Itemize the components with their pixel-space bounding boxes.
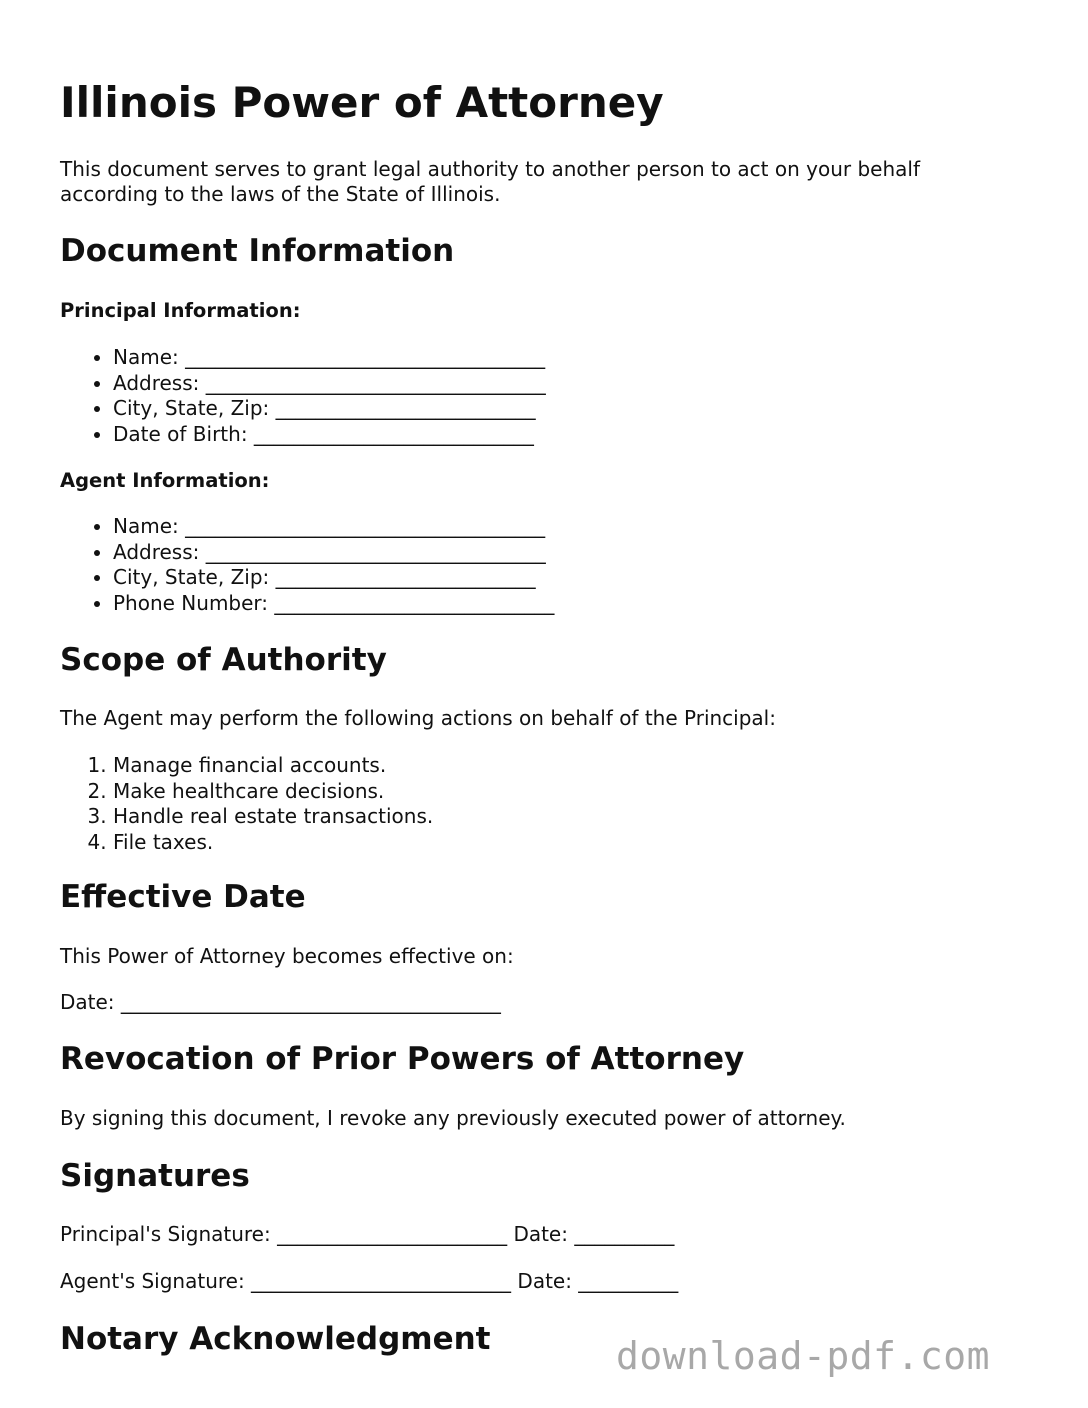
principal-address-field: • Address: __________________________________ [113, 371, 546, 397]
effective-date-field: Date: ______________________________________ [60, 990, 501, 1014]
revocation-text: By signing this document, I revoke any previously executed power of attorney. [60, 1106, 846, 1130]
authority-action-item: 2. Make healthcare decisions. [113, 779, 433, 805]
effective-date-text: This Power of Attorney becomes effective on: [60, 944, 514, 968]
principal-name-field: • Name: ____________________________________ [113, 345, 546, 371]
principal-city-state-zip-field: • City, State, Zip: __________________________ [113, 396, 546, 422]
scope-intro-text: The Agent may perform the following actions on behalf of the Principal: [60, 706, 776, 730]
agent-phone-field: • Phone Number: ____________________________ [113, 591, 554, 617]
document-information-heading: Document Information [60, 233, 455, 269]
authority-action-item: 4. File taxes. [113, 830, 433, 856]
authority-actions-list [60, 753, 433, 855]
scope-of-authority-heading: Scope of Authority [60, 642, 387, 678]
agent-name-field: • Name: ____________________________________ [113, 514, 554, 540]
intro-text: This document serves to grant legal authority to another person to act on your behalf according to the laws of the State of Illinois. [60, 157, 920, 206]
notary-acknowledgment-heading: Notary Acknowledgment [60, 1321, 491, 1357]
watermark-text: download-pdf.com [616, 1334, 991, 1378]
agent-fields-list [60, 514, 554, 616]
agent-information-heading: Agent Information: [60, 469, 270, 492]
page-title: Illinois Power of Attorney [60, 78, 664, 127]
principal-fields-list [60, 345, 546, 447]
principal-signature-line: Principal's Signature: _______________________ Date: __________ [60, 1222, 675, 1246]
effective-date-heading: Effective Date [60, 879, 306, 915]
signatures-heading: Signatures [60, 1158, 250, 1194]
revocation-heading: Revocation of Prior Powers of Attorney [60, 1041, 745, 1077]
principal-information-heading: Principal Information: [60, 299, 301, 322]
authority-action-item: 1. Manage financial accounts. [113, 753, 433, 779]
agent-address-field: • Address: __________________________________ [113, 540, 554, 566]
agent-signature-line: Agent's Signature: __________________________ Date: __________ [60, 1269, 679, 1293]
agent-city-state-zip-field: • City, State, Zip: __________________________ [113, 565, 554, 591]
principal-dob-field: • Date of Birth: ____________________________ [113, 422, 546, 448]
authority-action-item: 3. Handle real estate transactions. [113, 804, 433, 830]
